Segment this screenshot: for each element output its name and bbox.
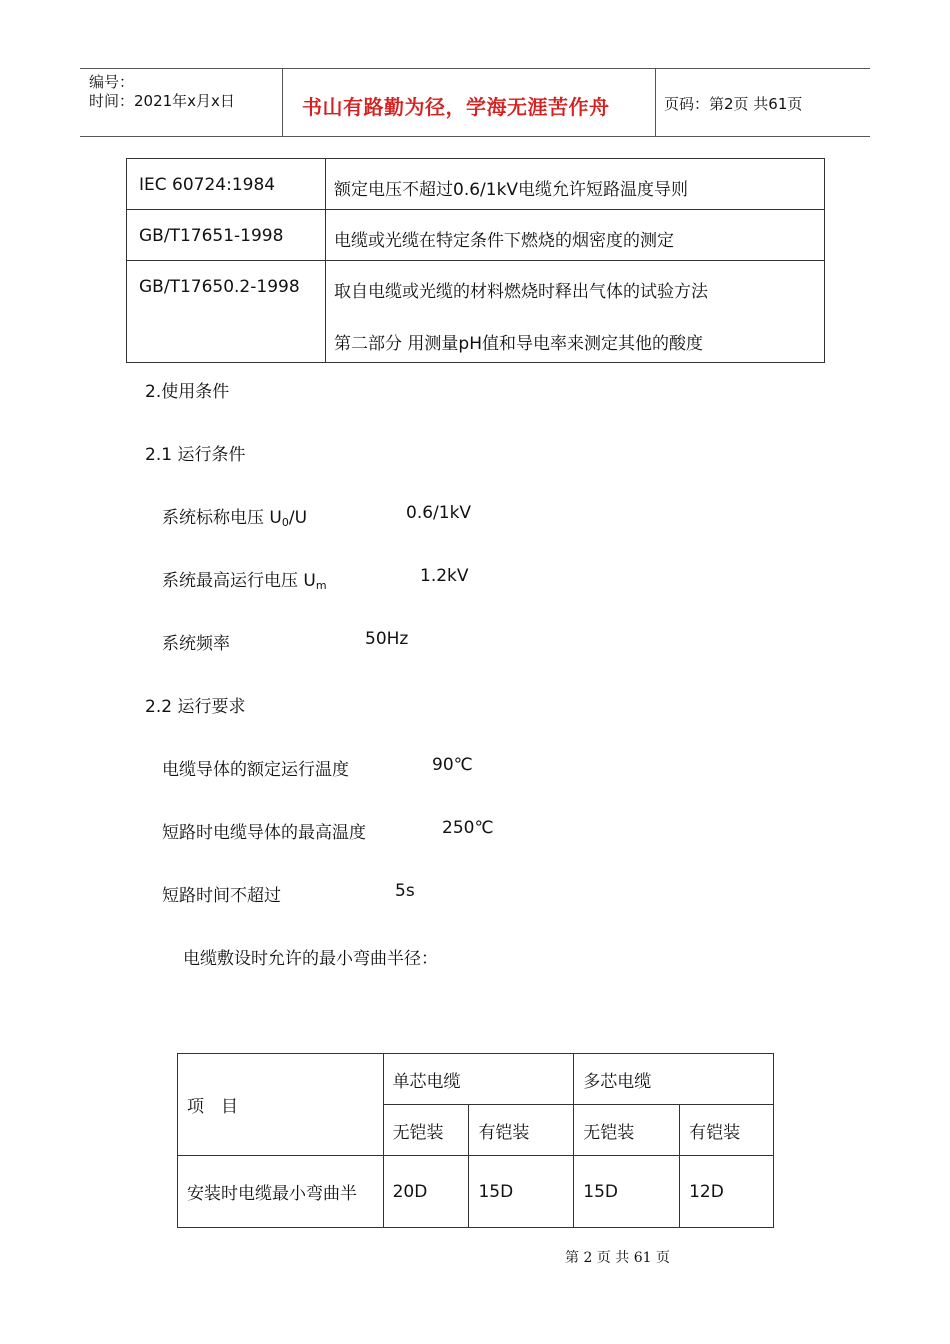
standard-description: 电缆或光缆在特定条件下燃烧的烟密度的测定 xyxy=(326,210,825,261)
single-core-header: 单芯电缆 xyxy=(383,1054,574,1105)
page-footer: 第 2 页 共 61 页 xyxy=(565,1250,670,1266)
condition-label-suffix: /U xyxy=(288,508,308,528)
section-2-1-title: 2.1 运行条件 xyxy=(145,445,246,465)
header-motto: 书山有路勤为径，学海无涯苦作舟 xyxy=(302,95,610,119)
section-2-2-title: 2.2 运行要求 xyxy=(145,697,246,717)
standard-description-line1: 取自电缆或光缆的材料燃烧时释出气体的试验方法 xyxy=(334,282,708,302)
bend-radius-table xyxy=(177,1053,774,1228)
item-header: 项 目 xyxy=(178,1054,384,1156)
table-row xyxy=(178,1156,774,1228)
armored-header: 有铠装 xyxy=(680,1105,774,1156)
table-row xyxy=(127,159,825,210)
header-page-info: 页码：第2页 共61页 xyxy=(664,95,803,113)
requirement-short-circuit-time-label: 短路时间不超过 xyxy=(162,886,281,906)
header-top-border xyxy=(80,68,870,69)
standards-table xyxy=(126,158,825,363)
header-bottom-border xyxy=(80,136,870,137)
operating-condition-max-voltage-value: 1.2kV xyxy=(420,566,469,586)
standard-code: GB/T17651-1998 xyxy=(127,210,326,261)
row-label: 安装时电缆最小弯曲半 xyxy=(178,1156,384,1228)
table-cell: 12D xyxy=(680,1156,774,1228)
operating-condition-nominal-voltage-value: 0.6/1kV xyxy=(406,503,472,523)
table-row xyxy=(127,210,825,261)
standard-description-line2: 第二部分 用测量pH值和导电率来测定其他的酸度 xyxy=(334,334,703,354)
condition-label-subscript: m xyxy=(315,579,327,592)
condition-label-subscript: 0 xyxy=(281,516,289,529)
unarmored-header: 无铠装 xyxy=(574,1105,680,1156)
standard-description: 额定电压不超过0.6/1kV电缆允许短路温度导则 xyxy=(326,159,825,210)
operating-condition-frequency-value: 50Hz xyxy=(365,629,409,649)
requirement-short-circuit-temp-label: 短路时电缆导体的最高温度 xyxy=(162,823,366,843)
condition-label-text: 系统标称电压 U xyxy=(162,508,282,528)
bend-radius-intro: 电缆敷设时允许的最小弯曲半径： xyxy=(183,949,438,969)
header-divider-right xyxy=(655,68,656,136)
standard-description xyxy=(326,261,825,363)
requirement-short-circuit-time-value: 5s xyxy=(395,881,415,901)
header-time-label: 时间：2021年x月x日 xyxy=(89,92,235,110)
standard-code: GB/T17650.2-1998 xyxy=(127,261,326,363)
table-cell: 20D xyxy=(383,1156,469,1228)
operating-condition-nominal-voltage-label xyxy=(162,503,307,529)
requirement-rated-temp-label: 电缆导体的额定运行温度 xyxy=(162,760,349,780)
condition-label-text: 系统最高运行电压 U xyxy=(162,571,316,591)
unarmored-header: 无铠装 xyxy=(383,1105,469,1156)
table-cell: 15D xyxy=(469,1156,574,1228)
armored-header: 有铠装 xyxy=(469,1105,574,1156)
multi-core-header: 多芯电缆 xyxy=(574,1054,774,1105)
section-2-title: 2.使用条件 xyxy=(145,382,230,402)
table-header-row xyxy=(178,1054,774,1105)
table-row xyxy=(127,261,825,363)
table-cell: 15D xyxy=(574,1156,680,1228)
standard-code: IEC 60724:1984 xyxy=(127,159,326,210)
requirement-rated-temp-value: 90℃ xyxy=(432,755,473,775)
header-number-label: 编号： xyxy=(89,73,135,91)
header-divider-left xyxy=(282,68,283,136)
operating-condition-max-voltage-label xyxy=(162,566,327,592)
operating-condition-frequency-label: 系统频率 xyxy=(162,634,230,654)
requirement-short-circuit-temp-value: 250℃ xyxy=(442,818,494,838)
